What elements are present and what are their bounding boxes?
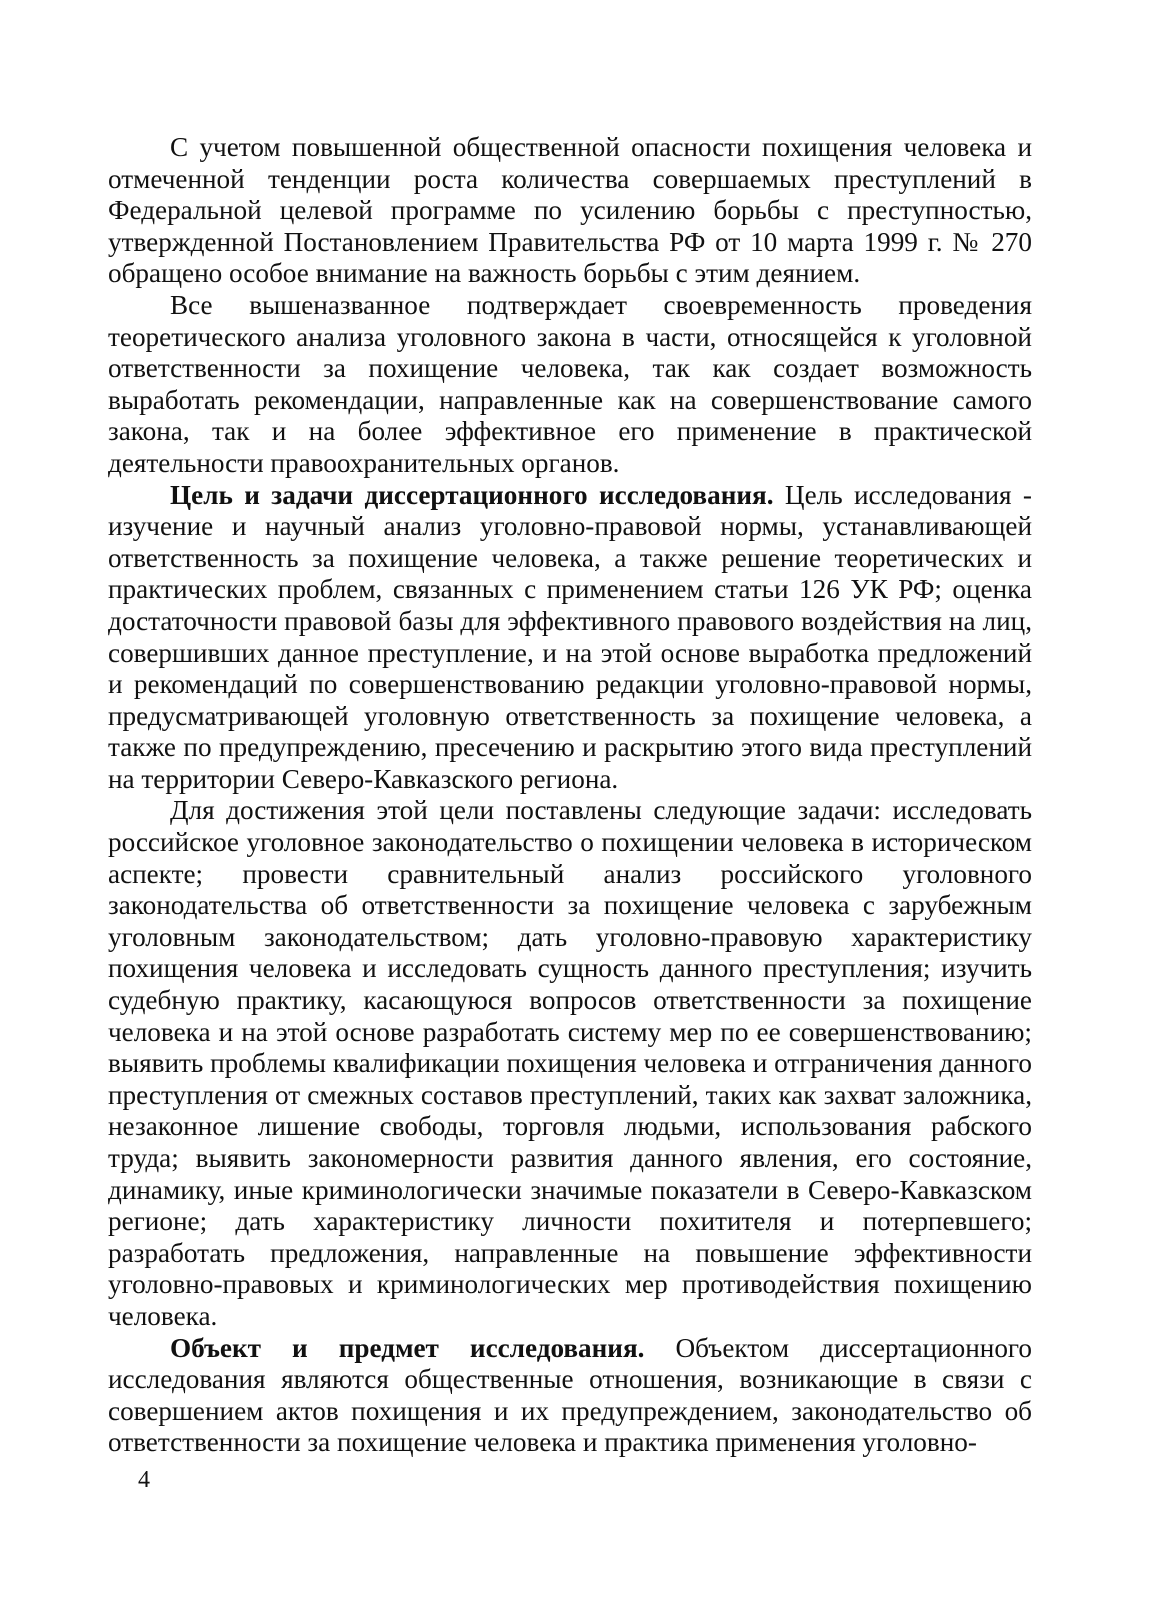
paragraph-2	[108, 290, 1032, 480]
page-body	[108, 132, 1032, 1459]
section-heading-goals: Цель и задачи диссертационного исследования.	[170, 479, 774, 510]
paragraph-5	[108, 1333, 1032, 1459]
section-heading-object: Объект и предмет исследования.	[170, 1332, 645, 1363]
page-number: 4	[138, 1467, 150, 1493]
paragraph-5-text: Объектом диссертационного исследования являются общественные отношения, возникающие в связи с совершением актов похищения и их предупреждением, законодательство об ответственности за похищение человека и практика применения уголовно-	[108, 1332, 1032, 1458]
paragraph-1-text: С учетом повышенной общественной опасности похищения человека и отмеченной тенденции роста количества совершаемых преступлений в Федеральной целевой программе по усилению борьбы с преступностью, утвержденной Постановлением Правительства РФ от 10 марта 1999 г. № 270 обращено особое внимание на важность борьбы с этим деянием.	[108, 132, 1032, 289]
paragraph-1	[108, 132, 1032, 290]
paragraph-4-text: Для достижения этой цели поставлены следующие задачи: исследовать российское уголовное законодательство о похищении человека в историческом аспекте; провести сравнительный анализ российского уголовного законодательства об ответственности за похищение человека с зарубежным уголовным законодательством; дать уголовно-правовую характеристику похищения человека и исследовать сущность данного преступления; изучить судебную практику, касающуюся вопросов ответственности за похищение человека и на этой основе разработать систему мер по ее совершенствованию; выявить проблемы квалификации похищения человека и отграничения данного преступления от смежных составов преступлений, таких как захват заложника, незаконное лишение свободы, торговля людьми, использования рабского труда; выявить закономерности развития данного явления, его состояние, динамику, иные криминологически значимые показатели в Северо-Кавказском регионе; дать характеристику личности похитителя и потерпевшего; разработать предложения, направленные на повышение эффективности уголовно-правовых и криминологических мер противодействия похищению человека.	[108, 795, 1032, 1331]
paragraph-3	[108, 480, 1032, 796]
paragraph-3-text: Цель исследования - изучение и научный анализ уголовно-правовой нормы, устанавливающей ответственность за похищение человека, а также решение теоретических и практических проблем, связанных с применением статьи 126 УК РФ; оценка достаточности правовой базы для эффективного правового воздействия на лиц, совершивших данное преступление, и на этой основе выработка предложений и рекомендаций по совершенствованию редакции уголовно-правовой нормы, предусматривающей уголовную ответственность за похищение человека, а также по предупреждению, пресечению и раскрытию этого вида преступлений на территории Северо-Кавказского региона.	[108, 479, 1032, 794]
paragraph-4	[108, 795, 1032, 1332]
paragraph-2-text: Все вышеназванное подтверждает своевременность проведения теоретического анализа уголовного закона в части, относящейся к уголовной ответственности за похищение человека, так как создает возможность выработать рекомендации, направленные как на совершенствование самого закона, так и на более эффективное его применение в практической деятельности правоохранительных органов.	[108, 289, 1032, 478]
